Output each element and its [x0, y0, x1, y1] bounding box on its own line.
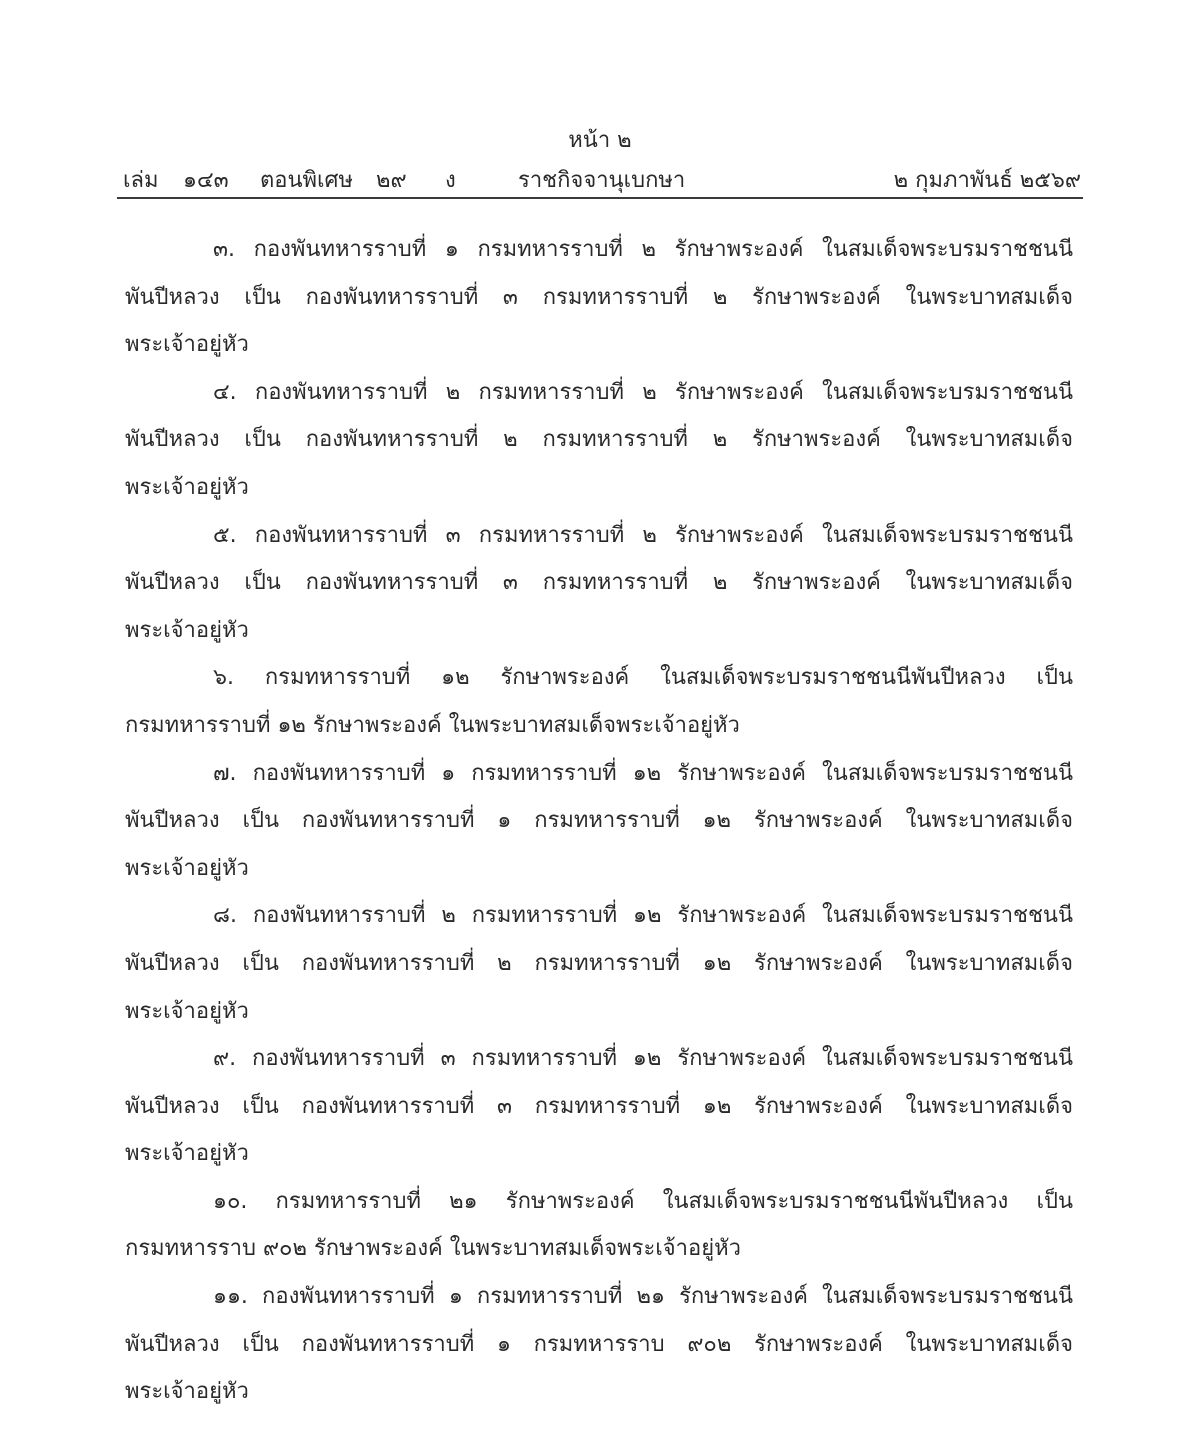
- paragraph-11: [125, 1273, 1073, 1416]
- paragraph-line: พันปีหลวง เป็น กองพันทหารราบที่ ๓ กรมทหารราบที่ ๑๒ รักษาพระองค์ ในพระบาทสมเด็จ: [125, 1093, 1073, 1119]
- paragraph-line: พระเจ้าอยู่หัว: [125, 617, 249, 643]
- paragraph-line: ๑๐. กรมทหารราบที่ ๒๑ รักษาพระองค์ ในสมเด็จพระบรมราชชนนีพันปีหลวง เป็น: [213, 1188, 1073, 1214]
- paragraph-4: [125, 369, 1073, 512]
- section-category: ง: [445, 168, 456, 193]
- paragraph-line: ๖. กรมทหารราบที่ ๑๒ รักษาพระองค์ ในสมเด็จพระบรมราชชนนีพันปีหลวง เป็น: [213, 665, 1073, 691]
- paragraph-line: ๙. กองพันทหารราบที่ ๓ กรมทหารราบที่ ๑๒ รักษาพระองค์ ในสมเด็จพระบรมราชชนนี: [213, 1046, 1073, 1072]
- publication-name: ราชกิจจานุเบกษา: [518, 168, 686, 193]
- paragraph-line: พระเจ้าอยู่หัว: [125, 998, 249, 1024]
- paragraph-line: พันปีหลวง เป็น กองพันทหารราบที่ ๓ กรมทหารราบที่ ๒ รักษาพระองค์ ในพระบาทสมเด็จ: [125, 284, 1073, 310]
- paragraph-line: ๑๑. กองพันทหารราบที่ ๑ กรมทหารราบที่ ๒๑ รักษาพระองค์ ในสมเด็จพระบรมราชชนนี: [213, 1284, 1073, 1310]
- paragraph-6: [125, 654, 1073, 749]
- paragraph-line: พระเจ้าอยู่หัว: [125, 1379, 249, 1405]
- document-body: [125, 226, 1073, 1416]
- paragraph-7: [125, 750, 1073, 893]
- paragraph-line: พระเจ้าอยู่หัว: [125, 332, 249, 358]
- paragraph-line: พระเจ้าอยู่หัว: [125, 474, 249, 500]
- paragraph-line: กรมทหารราบ ๙๐๒ รักษาพระองค์ ในพระบาทสมเด็จพระเจ้าอยู่หัว: [125, 1236, 741, 1262]
- paragraph-9: [125, 1035, 1073, 1178]
- section-number: ๒๙: [376, 168, 407, 193]
- paragraph-10: [125, 1178, 1073, 1273]
- paragraph-line: พันปีหลวง เป็น กองพันทหารราบที่ ๒ กรมทหารราบที่ ๑๒ รักษาพระองค์ ในพระบาทสมเด็จ: [125, 950, 1073, 976]
- header-divider: [117, 197, 1083, 199]
- gazette-header: [123, 162, 1081, 194]
- paragraph-line: กรมทหารราบที่ ๑๒ รักษาพระองค์ ในพระบาทสมเด็จพระเจ้าอยู่หัว: [125, 712, 740, 738]
- paragraph-line: พันปีหลวง เป็น กองพันทหารราบที่ ๑ กรมทหารราบ ๙๐๒ รักษาพระองค์ ในพระบาทสมเด็จ: [125, 1331, 1073, 1357]
- paragraph-line: พระเจ้าอยู่หัว: [125, 1141, 249, 1167]
- volume-label: เล่ม: [123, 168, 159, 193]
- paragraph-line: ๘. กองพันทหารราบที่ ๒ กรมทหารราบที่ ๑๒ รักษาพระองค์ ในสมเด็จพระบรมราชชนนี: [213, 903, 1073, 929]
- section-label: ตอนพิเศษ: [260, 168, 354, 193]
- paragraph-line: ๓. กองพันทหารราบที่ ๑ กรมทหารราบที่ ๒ รักษาพระองค์ ในสมเด็จพระบรมราชชนนี: [213, 237, 1073, 262]
- publication-date: ๒ กุมภาพันธ์ ๒๕๖๙: [893, 168, 1081, 193]
- paragraph-5: [125, 512, 1073, 655]
- page-number: หน้า ๒: [568, 128, 632, 153]
- paragraph-line: พันปีหลวง เป็น กองพันทหารราบที่ ๓ กรมทหารราบที่ ๒ รักษาพระองค์ ในพระบาทสมเด็จ: [125, 570, 1073, 596]
- paragraph-line: ๕. กองพันทหารราบที่ ๓ กรมทหารราบที่ ๒ รักษาพระองค์ ในสมเด็จพระบรมราชชนนี: [213, 522, 1073, 548]
- paragraph-line: พระเจ้าอยู่หัว: [125, 855, 249, 881]
- paragraph-line: พันปีหลวง เป็น กองพันทหารราบที่ ๑ กรมทหารราบที่ ๑๒ รักษาพระองค์ ในพระบาทสมเด็จ: [125, 808, 1073, 834]
- paragraph-line: พันปีหลวง เป็น กองพันทหารราบที่ ๒ กรมทหารราบที่ ๒ รักษาพระองค์ ในพระบาทสมเด็จ: [125, 427, 1073, 453]
- paragraph-line: ๔. กองพันทหารราบที่ ๒ กรมทหารราบที่ ๒ รักษาพระองค์ ในสมเด็จพระบรมราชชนนี: [213, 379, 1073, 405]
- paragraph-3: [125, 226, 1073, 369]
- paragraph-line: ๗. กองพันทหารราบที่ ๑ กรมทหารราบที่ ๑๒ รักษาพระองค์ ในสมเด็จพระบรมราชชนนี: [213, 760, 1073, 786]
- volume-number: ๑๔๓: [183, 168, 229, 193]
- paragraph-8: [125, 892, 1073, 1035]
